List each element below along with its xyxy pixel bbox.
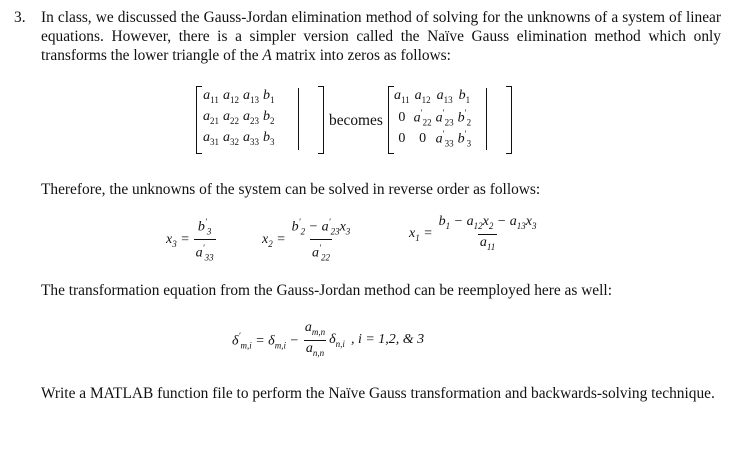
transformation-text: The transformation equation from the Gauss-Jordan method can be reemployed here as well:	[41, 282, 612, 299]
augment-line	[486, 88, 487, 150]
right-bracket	[318, 86, 324, 154]
problem-intro	[41, 8, 721, 65]
matrix-table: $a_{11}$ $a_{12}$ $a_{13}$ $b_1$ 0 $a'_{22}$ $a'_{23}$ $b'_2$ 0 0 $a'_{33}$ $b'_3$	[394, 88, 472, 149]
augment-line	[298, 88, 299, 150]
intro-end: matrix into zeros as follows:	[275, 47, 451, 64]
x1-equation: $x_1$ = $\frac{b_1 - a_{12}x_2 - a_{13}x_3}{a_{11}}$	[409, 214, 539, 255]
problem-number: 3.	[14, 9, 26, 26]
x2-equation: $x_2$ = $\frac{b'_2 - a'_{23}x_3}{a'_{22}}$	[262, 214, 352, 266]
index-range: , i = 1,2, & 3	[350, 332, 425, 348]
x3-equation: $x_3$ = $\frac{b'_3}{a'_{33}}$	[166, 214, 216, 266]
transformation-equation: $\delta'_{m,i} = \delta_{m,i}$ − $\frac{a_{m,n}}{a_{n,n}}$ $\delta_{n,i}$ , i = 1,2, & 3	[232, 320, 424, 361]
therefore-text: Therefore, the unknowns of the system can be solved in reverse order as follows:	[41, 181, 541, 198]
right-bracket	[506, 86, 512, 154]
matrix-table: $a_{11}$ $a_{12}$ $a_{13}$ $b_1$ $a_{21}$ $a_{22}$ $a_{23}$ $b_2$ $a_{31}$ $a_{32}$ $a_{33}$ $b_3$	[203, 88, 275, 147]
matrix-variable: A	[262, 47, 272, 64]
intro-text: In class, we discussed the Gauss-Jordan elimination method of solving for the unknowns of a system of linear equations. However, there is a simpler version called the Naïve Gauss elimination method which only transforms the lower triangle of the	[41, 9, 721, 64]
becomes-label: becomes	[329, 112, 383, 129]
task-text: Write a MATLAB function file to perform the Naïve Gauss transformation and backwards-solving technique.	[41, 385, 715, 402]
